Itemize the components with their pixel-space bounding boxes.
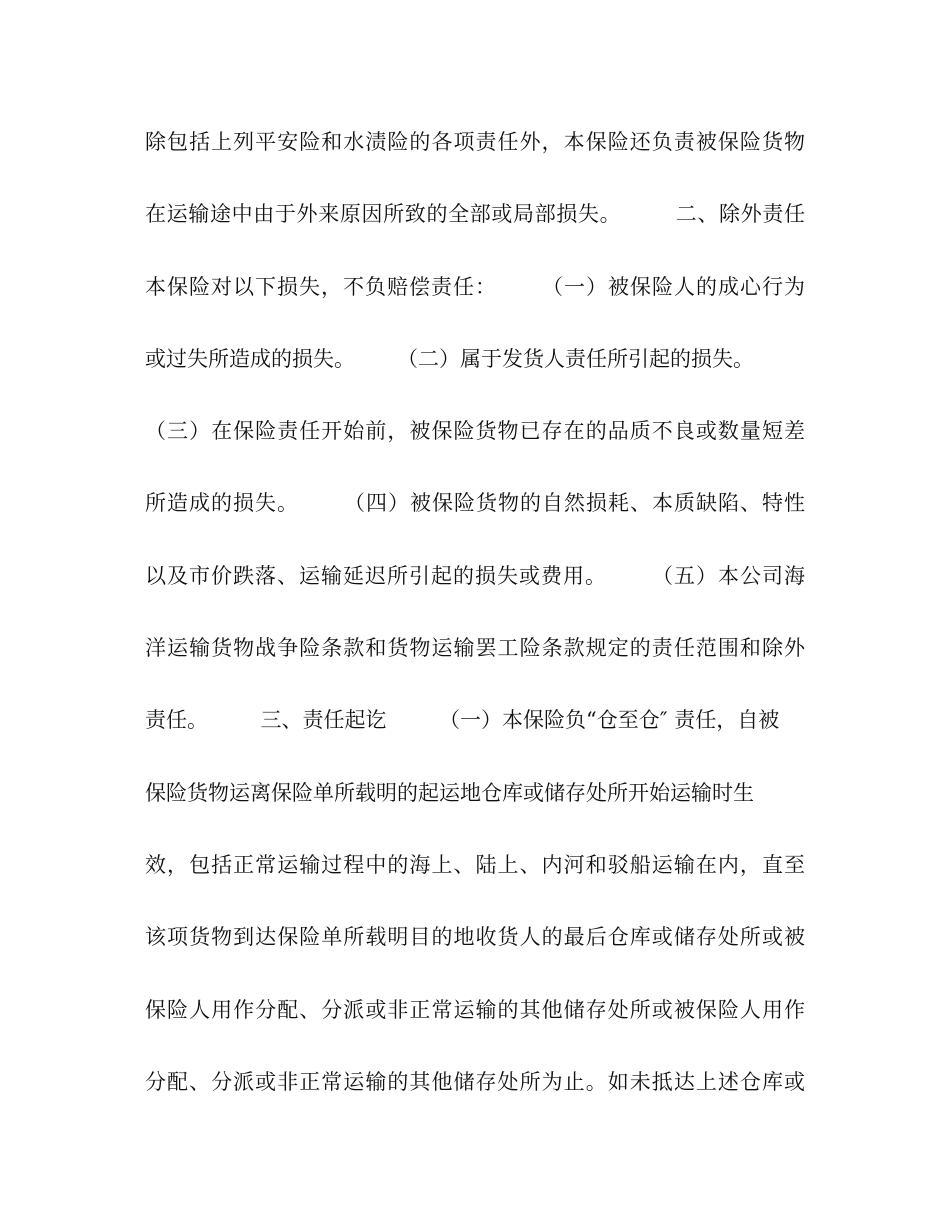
text-line: 该项货物到达保险单所载明目的地收货人的最后仓库或储存处所或被 — [145, 925, 805, 950]
text-line: 本保险对以下损失，不负赔偿责任： （一）被保险人的成心行为 — [145, 274, 805, 299]
text-line: 保险人用作分配、分派或非正常运输的其他储存处所或被保险人用作 — [145, 997, 805, 1022]
text-line: 分配、分派或非正常运输的其他储存处所为止。如未抵达上述仓库或 — [145, 1069, 805, 1094]
text-line: 洋运输货物战争险条款和货物运输罢工险条款规定的责任范围和除外 — [145, 636, 805, 661]
text-line: 或过失所造成的损失。 （二）属于发货人责任所引起的损失。 — [145, 346, 754, 371]
text-line: 除包括上列平安险和水渍险的各项责任外，本保险还负责被保险货物 — [145, 130, 805, 154]
text-line: （三）在保险责任开始前，被保险货物已存在的品质不良或数量短差 — [145, 419, 805, 444]
body-text — [145, 116, 805, 1128]
text-line: 保险货物运离保险单所载明的起运地仓库或储存处所开始运输时生 — [145, 780, 754, 805]
text-line: 以及市价跌落、运输延迟所引起的损失或费用。 （五）本公司海 — [145, 563, 805, 588]
text-line: 在运输途中由于外来原因所致的全部或局部损失。 二、除外责任 — [145, 202, 805, 227]
text-line: 责任。 三、责任起讫 （一）本保险负“仓至仓″ 责任，自被 — [145, 708, 780, 733]
text-line: 效，包括正常运输过程中的海上、陆上、内河和驳船运输在内，直至 — [145, 852, 805, 877]
text-line: 所造成的损失。 （四）被保险货物的自然损耗、本质缺陷、特性 — [145, 491, 805, 516]
